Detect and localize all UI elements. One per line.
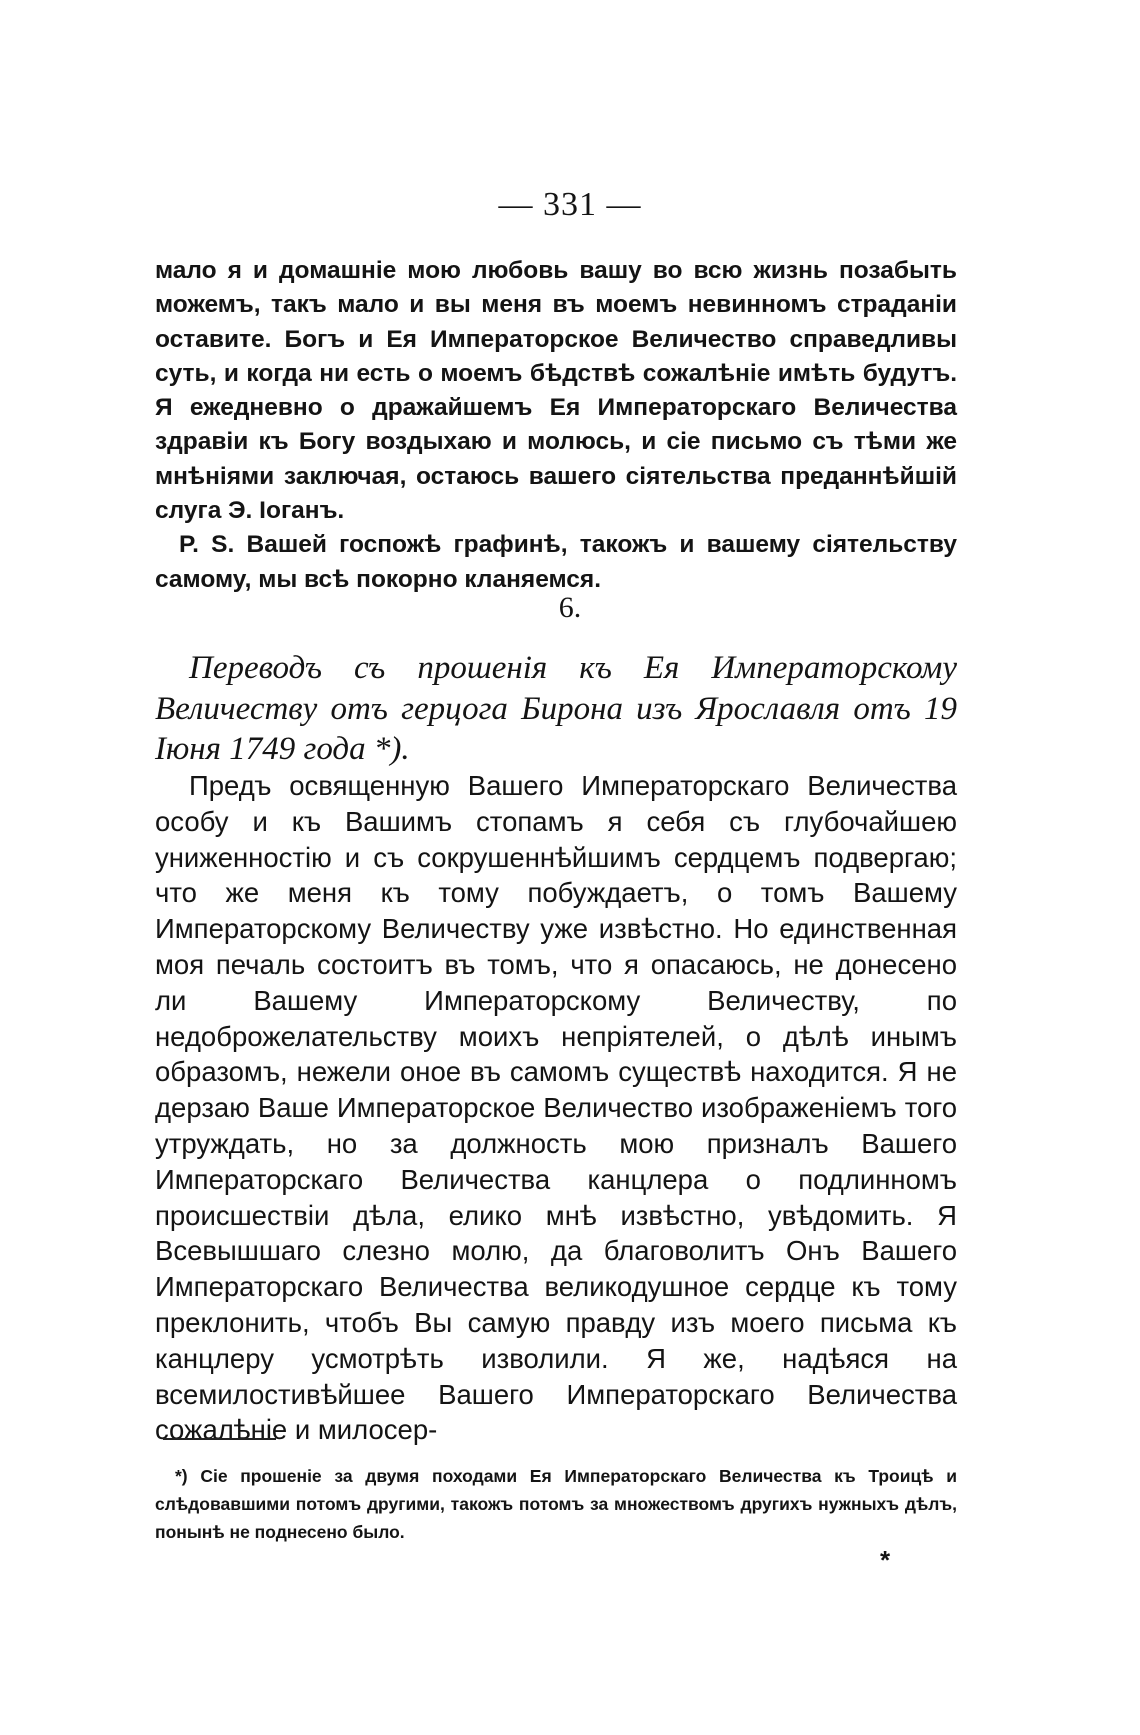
document-heading: Переводъ съ прошенія къ Ея Императорскому Величеству отъ герцога Бирона изъ Ярославля отъ 19 Іюня 1749 года *). [155, 650, 957, 768]
section-number: 6. [558, 591, 582, 624]
postscript: P. S. Вашей госпожѣ графинѣ, такожъ и вашему сіятельству самому, мы всѣ покорно кланяемся. [155, 531, 957, 593]
footnote: *) Сіе прошеніе за двумя походами Ея Императорскаго Величества къ Троицѣ и слѣдовавшими потомъ другими, такожъ потомъ за множествомъ другихъ нужныхъ дѣлъ, понынѣ не поднесено было. [155, 1466, 957, 1542]
signature-mark: * [880, 1545, 891, 1575]
footnote-divider [163, 1438, 276, 1440]
body-paragraph: Предъ освященную Вашего Императорскаго Величества особу и къ Вашимъ стопамъ я себя съ глубочайшею униженностію и съ сокрушеннѣйшимъ сердцемъ подвергаю; что же меня къ тому побуждаетъ, о томъ Вашему Императорскому Величеству уже извѣстно. Но единственная моя печаль состоитъ въ томъ, что я опасаюсь, не донесено ли Вашему Императорскому Величеству, по недоброжелательству моихъ непріятелей, о дѣлѣ инымъ образомъ, нежели оное въ самомъ существѣ находится. Я не дерзаю Ваше Императорское Величество изображеніемъ того утруждать, но за должность мою призналъ Вашего Императорскаго Величества канцлера о подлинномъ происшествіи дѣла, елико мнѣ извѣстно, увѣдомить. Я Всевышшаго слезно молю, да благоволитъ Онъ Вашего Императорскаго Величества великодушное сердце къ тому преклонить, чтобъ Вы самую правду изъ моего письма къ канцлеру усмотрѣть изволили. Я же, надѣяся на всемилостивѣйшее Вашего Императорскаго Величества сожалѣніе и милосер- [155, 770, 957, 1446]
letter-text: мало я и домашніе мою любовь вашу во всю жизнь позабыть можемъ, такъ мало и вы меня въ моемъ невинномъ страданіи оставите. Богъ и Ея Императорское Величество справедливы суть, и когда ни есть о моемъ бѣдствѣ сожалѣніе имѣть будутъ. Я ежедневно о дражайшемъ Ея Императорскаго Величества здравіи къ Богу воздыхаю и молюсь, и сіе письмо съ тѣми же мнѣніями заключая, остаюсь вашего сіятельства преданнѣйшій слуга Э. Іоганъ. [155, 257, 957, 525]
letter-ending [155, 254, 957, 597]
page-number: — 331 — [498, 186, 642, 223]
